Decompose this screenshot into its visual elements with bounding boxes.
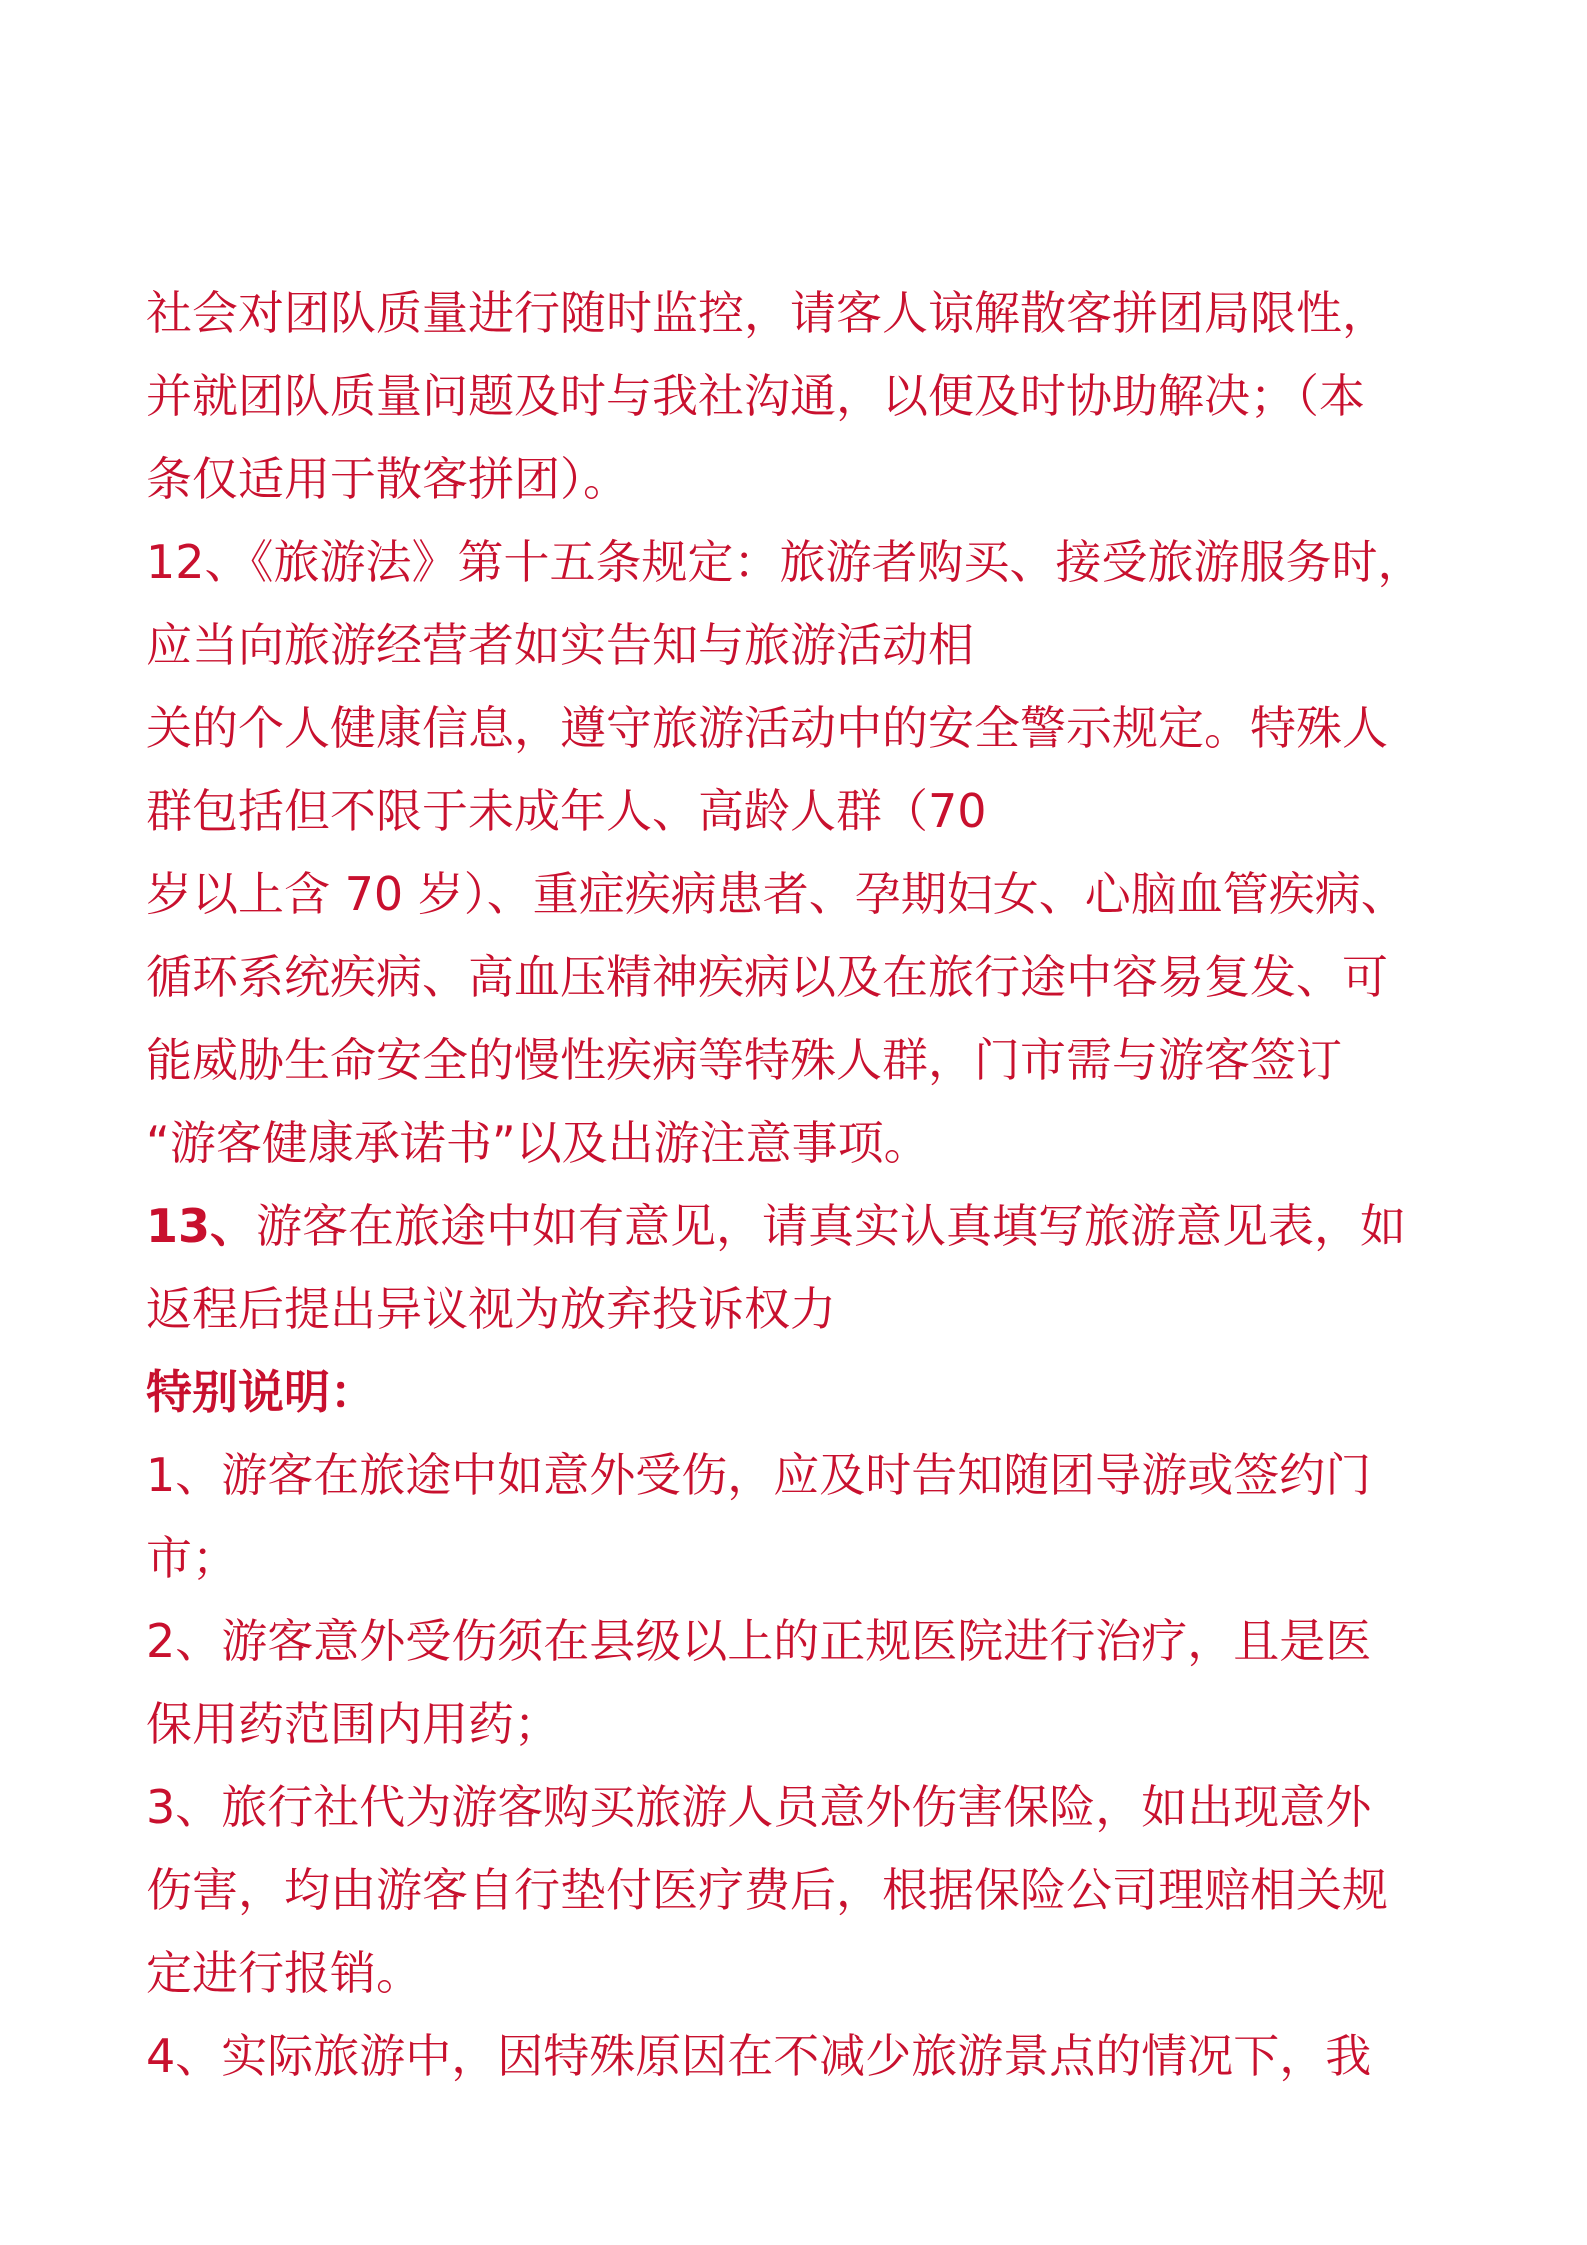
paragraph-line: 3、旅行社代为游客购买旅游人员意外伤害保险，如出现意外: [146, 1780, 1372, 1834]
paragraph-line-item-13: [146, 1185, 1446, 1268]
paragraph-line: 群包括但不限于未成年人、高龄人群（70: [146, 784, 987, 838]
paragraph-line: 条仅适用于散客拼团）。: [146, 452, 629, 506]
paragraph-line: 4、实际旅游中，因特殊原因在不减少旅游景点的情况下，我: [146, 2029, 1372, 2083]
paragraph-line: 并就团队质量问题及时与我社沟通，以便及时协助解决；（本: [146, 369, 1365, 423]
paragraph-line: 岁以上含 70 岁）、重症疾病患者、孕期妇女、心脑血管疾病、: [146, 867, 1407, 921]
paragraph-line: “游客健康承诺书”以及出游注意事项。: [146, 1116, 930, 1170]
paragraph-line: 伤害，均由游客自行垫付医疗费后，根据保险公司理赔相关规: [146, 1863, 1388, 1917]
paragraph-line: 定进行报销。: [146, 1946, 422, 2000]
paragraph-line: 循环系统疾病、高血压精神疾病以及在旅行途中容易复发、可: [146, 950, 1388, 1004]
paragraph-line: 1、游客在旅途中如意外受伤，应及时告知随团导游或签约门: [146, 1448, 1372, 1502]
paragraph-line: 12、《旅游法》第十五条规定：旅游者购买、接受旅游服务时，: [146, 535, 1424, 589]
section-heading-special-notes: 特别说明：: [146, 1365, 376, 1419]
paragraph-line: 关的个人健康信息，遵守旅游活动中的安全警示规定。特殊人: [146, 701, 1388, 755]
item-13-text: 游客在旅途中如有意见，请真实认真填写旅游意见表，如: [256, 1199, 1407, 1253]
item-number-13: 13、: [146, 1199, 257, 1253]
paragraph-line: 能威胁生命安全的慢性疾病等特殊人群，门市需与游客签订: [146, 1033, 1342, 1087]
paragraph-line: 社会对团队质量进行随时监控，请客人谅解散客拼团局限性，: [146, 286, 1388, 340]
paragraph-line: 返程后提出异议视为放弃投诉权力: [146, 1282, 836, 1336]
paragraph-line: 保用药范围内用药；: [146, 1697, 560, 1751]
document-page: [146, 272, 1446, 2098]
paragraph-line: 应当向旅游经营者如实告知与旅游活动相: [146, 618, 974, 672]
paragraph-line: 2、游客意外受伤须在县级以上的正规医院进行治疗，且是医: [146, 1614, 1372, 1668]
paragraph-line: 市；: [146, 1531, 238, 1585]
